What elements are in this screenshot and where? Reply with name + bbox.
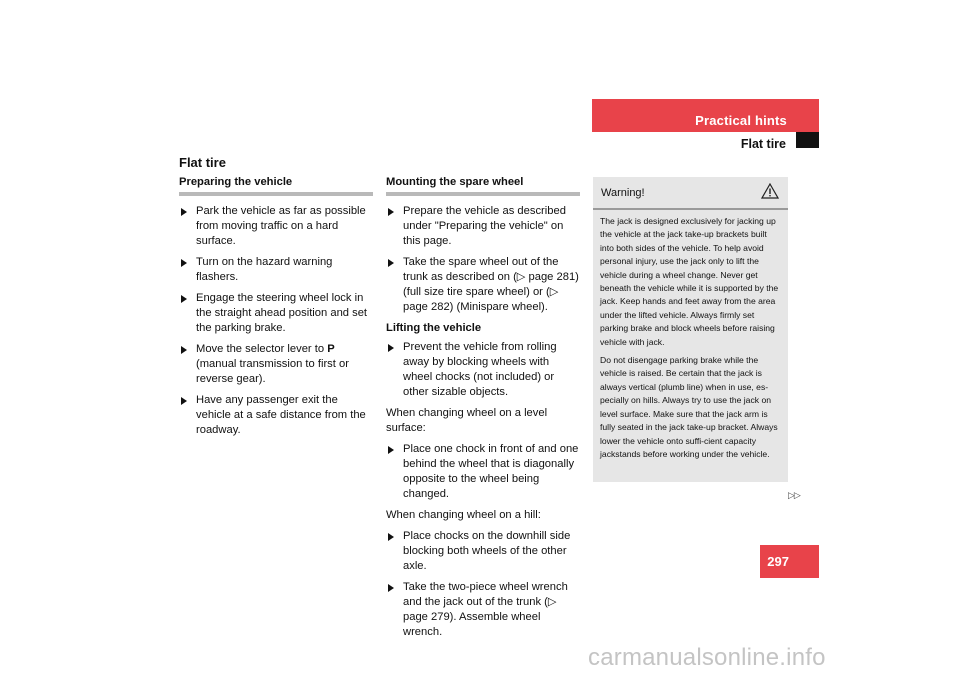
bullet-arrow-icon [388,208,394,216]
left-column [179,175,373,444]
list-item: Prevent the vehicle from rolling away by blocking wheels with wheel chocks (not included) or other sizable objects. [386,340,580,400]
warning-triangle-icon [761,183,779,204]
warning-header [593,177,788,210]
list-item: Turn on the hazard warning flashers. [179,255,373,285]
page-title: Flat tire [179,155,226,170]
section-title: Practical hints [695,113,787,128]
bullet-arrow-icon [181,208,187,216]
warning-box [593,177,788,482]
list-item: Take the two-piece wheel wrench and the jack out of the trunk (▷ page 279). Assemble wheel wrench. [386,580,580,640]
list-item: Place one chock in front of and one behind the wheel that is diagonally opposite to the wheel being changed. [386,442,580,502]
lifting-heading: Lifting the vehicle [386,322,482,334]
bullet-arrow-icon [388,446,394,454]
hill-paragraph: When changing wheel on a hill: [386,509,541,521]
bullet-arrow-icon [388,533,394,541]
left-column-heading: Preparing the vehicle [179,175,373,196]
continue-arrows-icon: ▷▷ [788,490,800,500]
list-item: Take the spare wheel out of the trunk as described on (▷ page 281) (full size tire spare wheel) or (▷ page 282) (Minispare wheel). [386,255,580,315]
middle-column-heading: Mounting the spare wheel [386,175,580,196]
bullet-arrow-icon [388,584,394,592]
warning-body [593,210,788,461]
warning-title: Warning! [601,187,645,199]
list-item-selector-lever: Move the selector lever to P (manual transmission to first or reverse gear). [179,342,373,387]
bullet-arrow-icon [388,259,394,267]
warning-paragraph: Do not disengage parking brake while the vehicle is raised. Be certain that the jack is always vertical (plumb line) when in use, es-pecially on hills. Always try to use the jack on level surface. Make sure that the jack arm is fully seated in the jack take-up bracket. Always lower the vehicle onto suffi-cient capacity jackstands before working under the vehicle. [600,355,778,459]
bullet-arrow-icon [181,259,187,267]
list-item: Engage the steering wheel lock in the straight ahead position and set the parking brake. [179,291,373,336]
list-item: Prepare the vehicle as described under "Preparing the vehicle" on this page. [386,204,580,249]
page-number: 297 [767,554,789,569]
subsection-title: Flat tire [740,137,786,151]
black-tab-marker [796,132,819,148]
page-number-wrap [760,545,819,578]
list-item: Place chocks on the downhill side blocking both wheels of the other axle. [386,529,580,574]
list-item: Park the vehicle as far as possible from moving traffic on a hard surface. [179,204,373,249]
bullet-arrow-icon [181,346,187,354]
bullet-arrow-icon [181,295,187,303]
list-item: Have any passenger exit the vehicle at a safe distance from the roadway. [179,393,373,438]
watermark: carmanualsonline.info [588,644,826,671]
middle-column [386,175,580,646]
level-surface-paragraph: When changing wheel on a level surface: [386,407,548,434]
bullet-arrow-icon [388,344,394,352]
warning-paragraph: The jack is designed exclusively for jacking up the vehicle at the jack take-up brackets built into both sides of the vehicle. To help avoid personal injury, use the jack only to lift the vehicle during a wheel change. Never get beneath the vehicle while it is supported by the jack. Keep hands and feet away from the area under the lifted vehicle. Always firmly set parking brake and block wheels before raising vehicle with jack. [600,216,779,347]
bullet-arrow-icon [181,397,187,405]
